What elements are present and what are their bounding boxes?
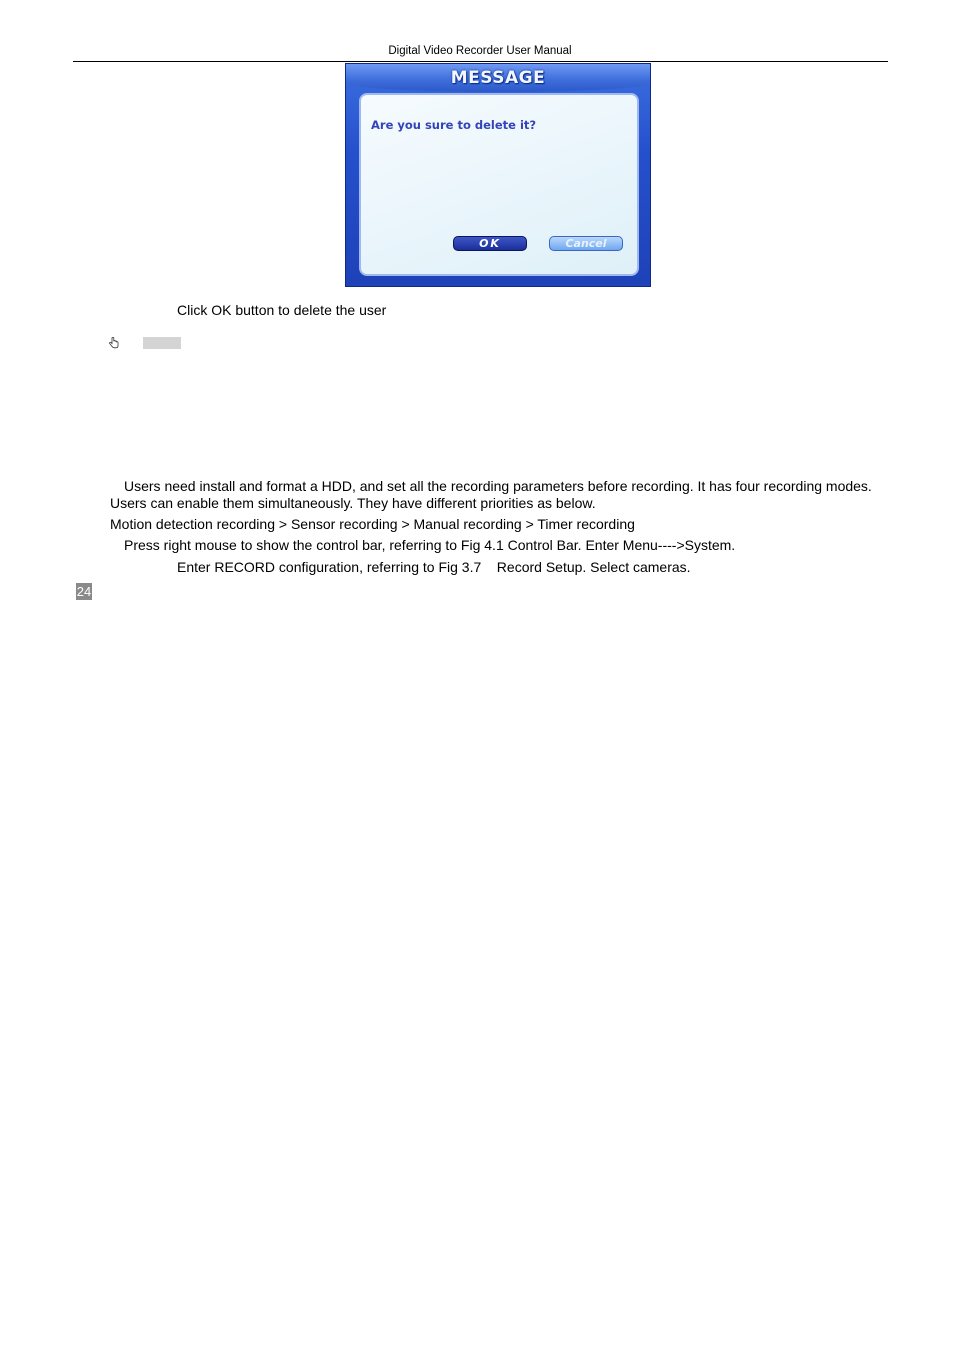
paragraph-line-2: Users can enable them simultaneously. They have different priorities as below. (110, 495, 596, 511)
dialog-message: Are you sure to delete it? (371, 118, 537, 132)
note-label-box (143, 337, 181, 349)
cancel-button[interactable]: Cancel (549, 236, 623, 251)
header-title: Digital Video Recorder User Manual (388, 45, 572, 57)
priority-line: Motion detection recording > Sensor recording > Manual recording > Timer recording (110, 516, 635, 532)
page-number: 24 (76, 584, 92, 599)
instruction-step-1: Press right mouse to show the control bar, referring to Fig 4.1 Control Bar. Enter Menu---->System. (124, 537, 736, 553)
paragraph-line-1: Users need install and format a HDD, and set all the recording parameters before recording. It has four recording modes. (124, 478, 872, 494)
hand-pointer-icon (108, 337, 120, 349)
ok-button[interactable]: OK (453, 236, 527, 251)
message-dialog (345, 63, 651, 287)
instruction-step-2: Enter RECORD configuration, referring to Fig 3.7 Record Setup. Select cameras. (177, 559, 691, 575)
dialog-title: MESSAGE (450, 68, 546, 88)
figure-caption: Click OK button to delete the user (177, 302, 387, 318)
dialog-body (359, 93, 639, 276)
header-divider (73, 61, 888, 62)
